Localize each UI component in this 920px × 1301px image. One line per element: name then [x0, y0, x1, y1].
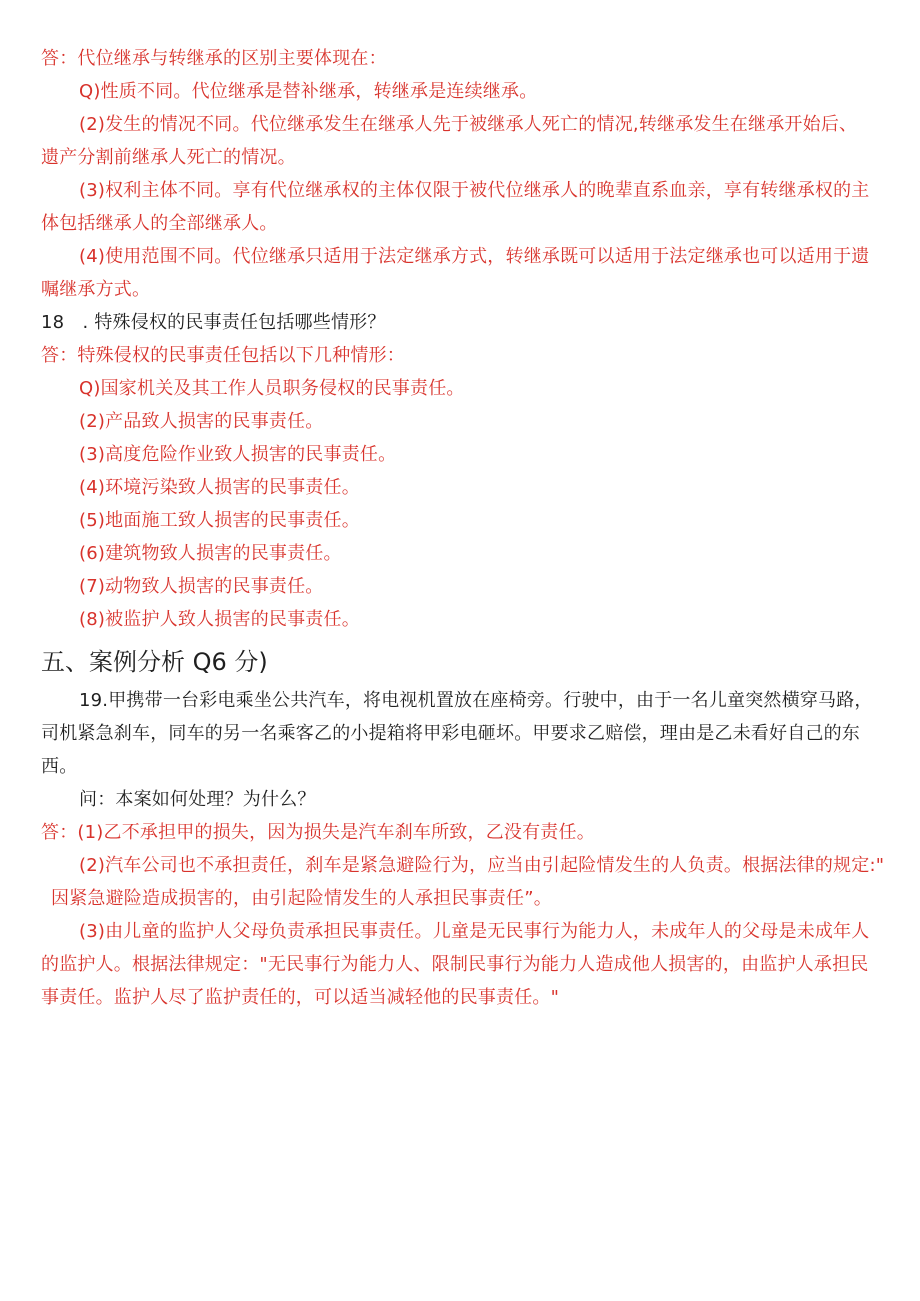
answer-intro: 答：代位继承与转继承的区别主要体现在： [41, 48, 387, 69]
answer-19-line: 事责任。监护人尽了监护责任的，可以适当减轻他的民事责任。" [41, 987, 560, 1008]
answer-19-line: (3)由儿童的监护人父母负责承担民事责任。儿童是无民事行为能力人，未成年人的父母是未成年人 [79, 921, 870, 942]
answer-continuation: 嘱继承方式。 [41, 279, 151, 300]
question-18: 18 . 特殊侵权的民事责任包括哪些情形？ [41, 312, 386, 333]
answer-block-inheritance [41, 42, 884, 306]
answer-19 [41, 816, 884, 1014]
answer-point: (3)权利主体不同。享有代位继承权的主体仅限于被代位继承人的晚辈直系血亲，享有转继承权的主 [79, 180, 870, 201]
answer-19-line: 的监护人。根据法律规定："无民事行为能力人、限制民事行为能力人造成他人损害的，由监护人承担民 [41, 954, 869, 975]
list-item: (7)动物致人损害的民事责任。 [79, 576, 324, 597]
question-19-ask: 问：本案如何处理？为什么？ [79, 789, 316, 810]
answer-point: (2)发生的情况不同。代位继承发生在继承人先于被继承人死亡的情况,转继承发生在继承开始后、 [79, 114, 858, 135]
question-19-line: 司机紧急刹车，同车的另一名乘客乙的小提箱将甲彩电砸坏。甲要求乙赔偿，理由是乙未看好自己的东 [41, 723, 860, 744]
list-item: Q)国家机关及其工作人员职务侵权的民事责任。 [79, 378, 465, 399]
list-item: (8)被监护人致人损害的民事责任。 [79, 609, 360, 630]
answer-19-line: 因紧急避险造成损害的，由引起险情发生的人承担民事责任”。 [51, 888, 552, 909]
answer-18-intro: 答：特殊侵权的民事责任包括以下几种情形： [41, 345, 405, 366]
question-19-line: 西。 [41, 756, 78, 777]
answer-point: Q)性质不同。代位继承是替补继承，转继承是连续继承。 [79, 81, 538, 102]
question-19-line: 19.甲携带一台彩电乘坐公共汽车，将电视机置放在座椅旁。行驶中，由于一名儿童突然横穿马路， [79, 690, 873, 711]
list-item: (3)高度危险作业致人损害的民事责任。 [79, 444, 397, 465]
question-19 [41, 684, 884, 816]
list-item: (2)产品致人损害的民事责任。 [79, 411, 324, 432]
list-item: (5)地面施工致人损害的民事责任。 [79, 510, 360, 531]
list-item: (6)建筑物致人损害的民事责任。 [79, 543, 342, 564]
answer-continuation: 遗产分割前继承人死亡的情况。 [41, 147, 296, 168]
answer-point: (4)使用范围不同。代位继承只适用于法定继承方式，转继承既可以适用于法定继承也可以适用于遗 [79, 246, 870, 267]
section-heading: 五、案例分析 Q6 分) [41, 648, 268, 676]
answer-18-list [41, 372, 884, 636]
list-item: (4)环境污染致人损害的民事责任。 [79, 477, 360, 498]
answer-19-line: (2)汽车公司也不承担责任，刹车是紧急避险行为，应当由引起险情发生的人负责。根据法律的规定:" [79, 855, 885, 876]
answer-19-line: 答：(1)乙不承担甲的损失，因为损失是汽车刹车所致，乙没有责任。 [41, 822, 595, 843]
answer-continuation: 体包括继承人的全部继承人。 [41, 213, 278, 234]
